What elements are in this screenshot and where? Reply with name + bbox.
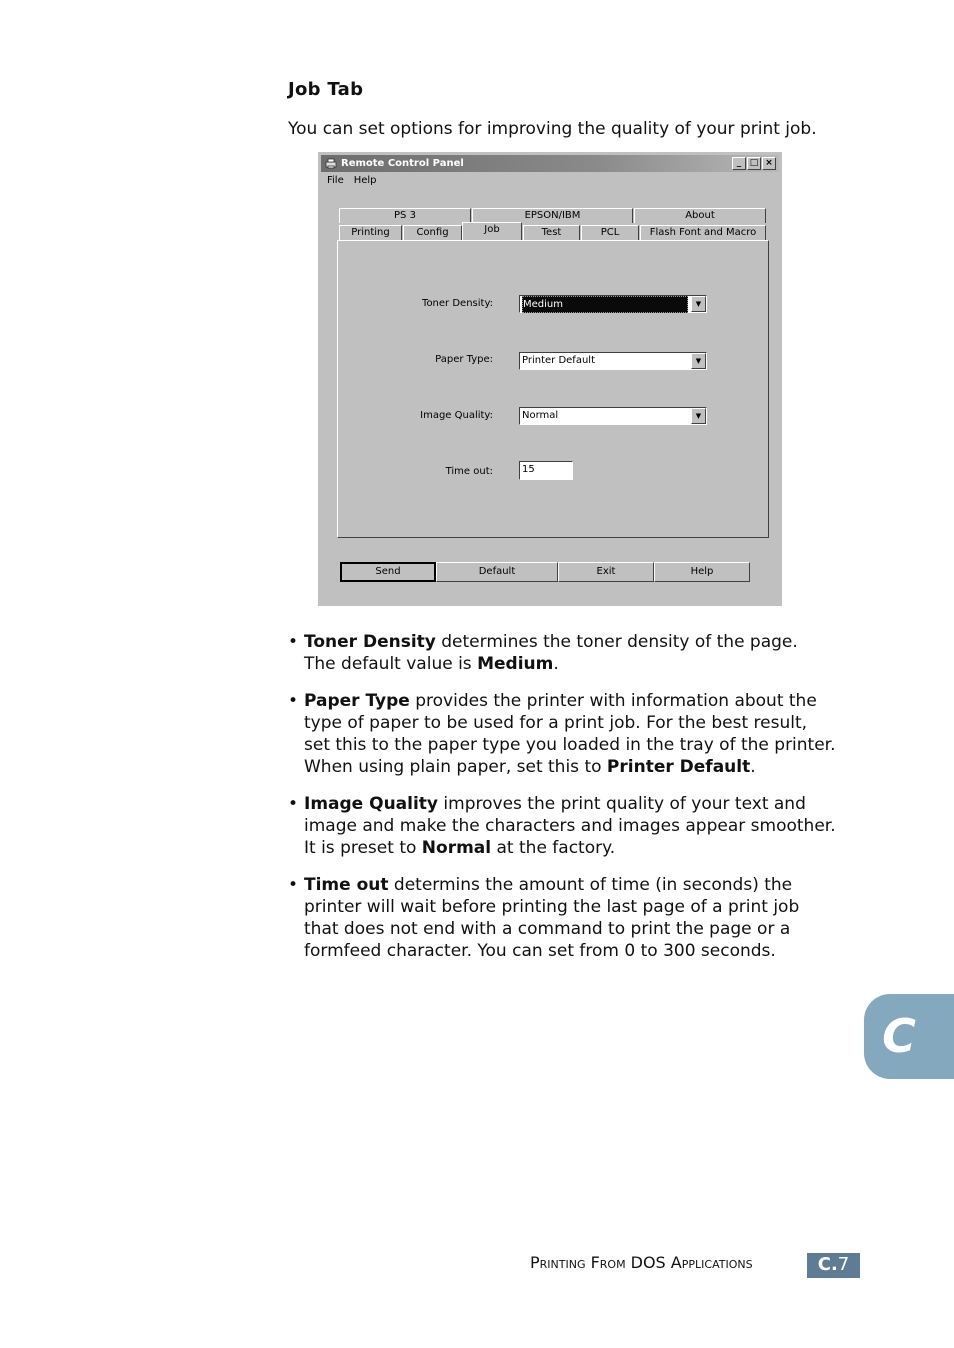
send-button[interactable]: Send (340, 562, 436, 582)
chevron-down-icon[interactable]: ▼ (691, 408, 706, 424)
paper-type-label: Paper Type: (435, 354, 493, 365)
bullet-dot: • (288, 632, 299, 652)
bullet-text: . (553, 654, 559, 674)
bullet-dot: • (288, 875, 299, 895)
page-num: 7 (837, 1254, 850, 1275)
maximize-button[interactable]: □ (747, 157, 761, 170)
minimize-button[interactable]: _ (732, 157, 746, 170)
bullet-text: image and make the characters and images appear smoother. (304, 816, 836, 836)
footer-chapter-title: Printing From DOS Applications (530, 1253, 753, 1272)
chevron-down-icon[interactable]: ▼ (691, 353, 706, 369)
bullet-emphasis: Normal (421, 838, 492, 858)
title-bar (321, 155, 779, 172)
menu-file[interactable]: File (327, 175, 344, 186)
window-title: Remote Control Panel (341, 158, 464, 169)
tab-epson-ibm[interactable]: EPSON/IBM (472, 208, 633, 223)
bullet-emphasis: Medium (477, 654, 554, 674)
time-out-input[interactable]: 15 (519, 461, 573, 480)
tab-ps3[interactable]: PS 3 (339, 208, 471, 223)
chevron-down-icon[interactable]: ▼ (691, 296, 706, 312)
image-quality-value: Normal (522, 410, 559, 421)
close-button[interactable]: × (762, 157, 776, 170)
exit-button[interactable]: Exit (558, 562, 654, 582)
bullet-text: printer will wait before printing the last page of a print job (304, 897, 800, 917)
bullet-term: Toner Density (304, 632, 436, 652)
tab-flash-font-and-macro[interactable]: Flash Font and Macro (640, 225, 766, 240)
tab-test[interactable]: Test (523, 225, 580, 240)
section-heading: Job Tab (288, 79, 364, 100)
tab-about[interactable]: About (634, 208, 766, 223)
bullet-text: provides the printer with information about the (409, 691, 817, 711)
bullet-text: When using plain paper, set this to (304, 757, 607, 777)
bullet-list (288, 631, 858, 977)
bullet-text: improves the print quality of your text and (438, 794, 806, 814)
tab-job[interactable]: Job (462, 222, 522, 240)
bullet-image-quality (288, 793, 858, 859)
page-prefix: C. (817, 1254, 838, 1275)
default-button[interactable]: Default (436, 562, 558, 582)
bullet-dot: • (288, 794, 299, 814)
bullet-text: that does not end with a command to print the page or a (304, 919, 791, 939)
printer-app-icon (325, 158, 337, 169)
bullet-term: Paper Type (304, 691, 410, 711)
help-button[interactable]: Help (654, 562, 750, 582)
toner-density-value: Medium (522, 296, 688, 313)
paper-type-value: Printer Default (522, 355, 595, 366)
toner-density-select[interactable] (519, 295, 707, 313)
page-number (807, 1253, 860, 1278)
bullet-time-out (288, 874, 858, 962)
bullet-emphasis: Printer Default (606, 757, 751, 777)
tab-pcl[interactable]: PCL (581, 225, 639, 240)
toner-density-label: Toner Density: (422, 298, 493, 309)
intro-text: You can set options for improving the quality of your print job. (288, 119, 817, 139)
bullet-text: formfeed character. You can set from 0 to 300 seconds. (304, 941, 776, 961)
bullet-text: type of paper to be used for a print job. For the best result, (304, 713, 808, 733)
menu-help[interactable]: Help (353, 175, 377, 186)
remote-control-panel-window (318, 152, 782, 606)
bullet-dot: • (288, 691, 299, 711)
bullet-text: . (750, 757, 756, 777)
bullet-text: determins the amount of time (in seconds) the (388, 875, 793, 895)
tab-printing[interactable]: Printing (339, 225, 402, 240)
bullet-text: The default value is (304, 654, 478, 674)
bullet-text: It is preset to (304, 838, 422, 858)
bullet-text: determines the toner density of the page. (435, 632, 798, 652)
image-quality-label: Image Quality: (420, 410, 493, 421)
time-out-label: Time out: (445, 466, 493, 477)
bullet-text: at the factory. (491, 838, 616, 858)
bullet-paper-type (288, 690, 858, 778)
job-tab-panel (337, 240, 769, 538)
bullet-toner-density (288, 631, 858, 675)
chapter-side-tab: C (864, 994, 954, 1079)
bullet-text: set this to the paper type you loaded in the tray of the printer. (304, 735, 836, 755)
tab-config[interactable]: Config (403, 225, 462, 240)
bullet-term: Image Quality (304, 794, 439, 814)
menu-bar (327, 175, 377, 186)
paper-type-select[interactable] (519, 352, 707, 370)
image-quality-select[interactable] (519, 407, 707, 425)
bullet-term: Time out (304, 875, 389, 895)
